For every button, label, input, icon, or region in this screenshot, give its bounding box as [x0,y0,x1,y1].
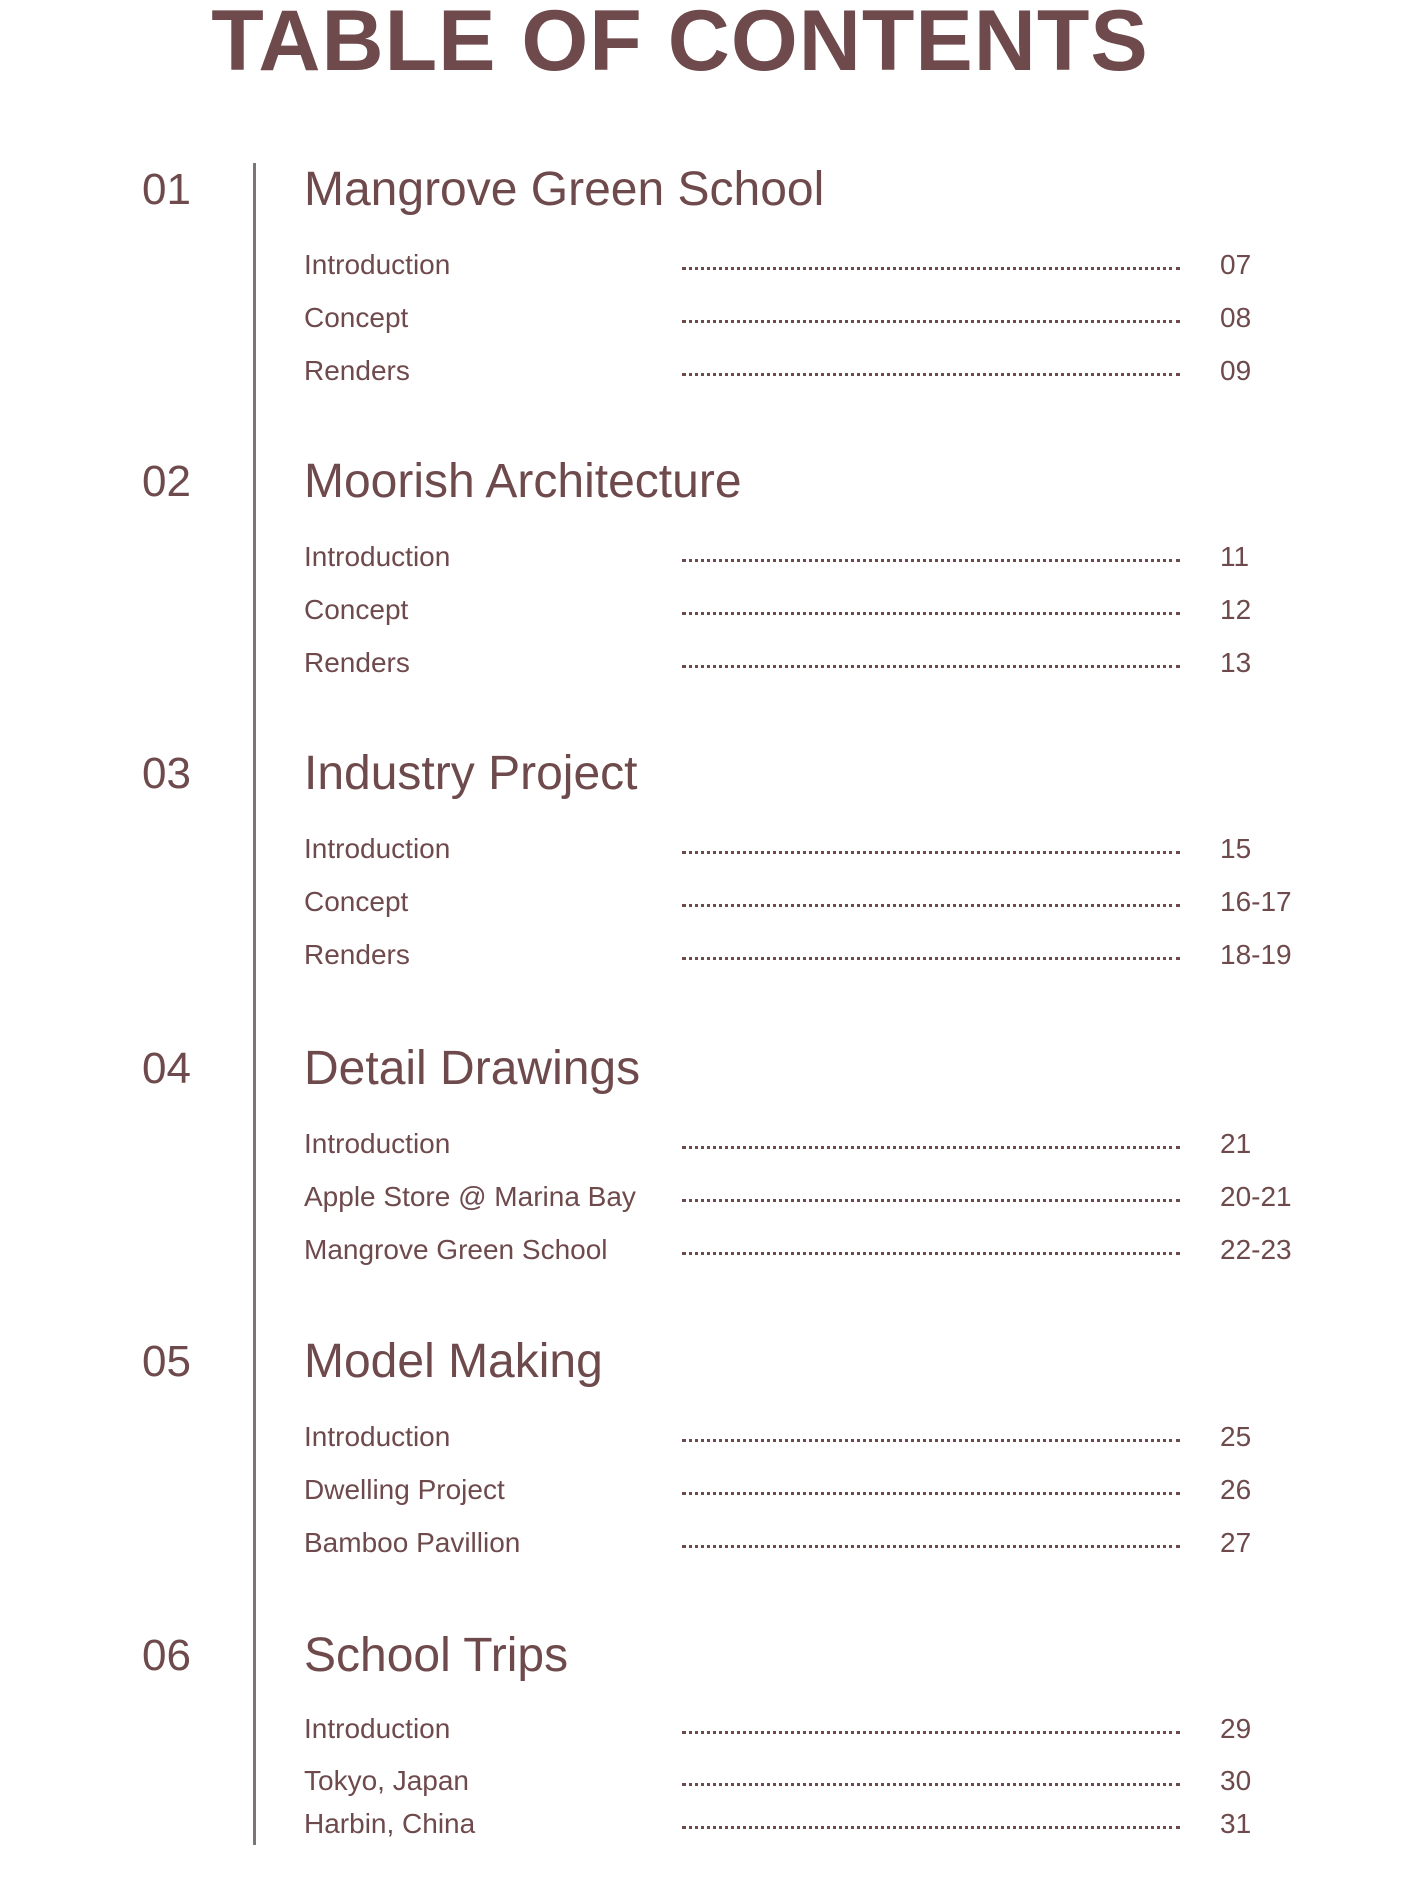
toc-entry[interactable] [304,829,1304,869]
dotted-leader [682,1252,1180,1255]
dotted-leader [682,665,1180,668]
toc-section [0,454,1414,714]
entry-page-number: 22-23 [1220,1234,1292,1265]
toc-entry[interactable] [304,1124,1304,1164]
toc-entry[interactable] [304,351,1304,391]
dotted-leader [682,904,1180,907]
entry-label: Tokyo, Japan [304,1765,469,1796]
entry-label: Renders [304,355,410,386]
toc-section [0,746,1414,1006]
entry-page-number: 11 [1220,541,1250,572]
toc-entry[interactable] [304,590,1304,630]
entry-page-number: 09 [1220,355,1252,386]
toc-entry[interactable] [304,1230,1304,1270]
dotted-leader [682,1146,1180,1149]
section-number: 05 [142,1337,191,1386]
dotted-leader [682,1492,1180,1495]
toc-section [0,1041,1414,1301]
toc-entry[interactable] [304,298,1304,338]
entry-page-number: 31 [1220,1808,1252,1839]
toc-entry[interactable] [304,1761,1304,1801]
page-title: TABLE OF CONTENTS [211,0,1149,89]
dotted-leader [682,373,1180,376]
dotted-leader [682,1199,1180,1202]
entry-label: Renders [304,647,410,678]
entry-label: Introduction [304,1421,451,1452]
dotted-leader [682,1783,1180,1786]
entry-label: Mangrove Green School [304,1234,608,1265]
section-number: 04 [142,1044,191,1093]
section-title[interactable]: Moorish Architecture [304,455,742,508]
entry-label: Dwelling Project [304,1474,505,1505]
toc-section [0,1628,1414,1888]
dotted-leader [682,957,1180,960]
toc-entry[interactable] [304,1804,1304,1844]
entry-page-number: 25 [1220,1421,1252,1452]
entry-page-number: 29 [1220,1713,1252,1744]
toc-entry[interactable] [304,935,1304,975]
dotted-leader [682,267,1180,270]
toc-section [0,162,1414,422]
entry-label: Introduction [304,1713,451,1744]
toc-entry[interactable] [304,643,1304,683]
toc-entry[interactable] [304,1177,1304,1217]
section-number: 03 [142,749,191,798]
entry-label: Introduction [304,541,451,572]
toc-entry[interactable] [304,1417,1304,1457]
dotted-leader [682,612,1180,615]
entry-page-number: 26 [1220,1474,1252,1505]
dotted-leader [682,1826,1180,1829]
entry-page-number: 08 [1220,302,1252,333]
dotted-leader [682,320,1180,323]
dotted-leader [682,1545,1180,1548]
entry-label: Apple Store @ Marina Bay [304,1181,636,1212]
dotted-leader [682,851,1180,854]
entry-label: Concept [304,302,409,333]
entry-label: Bamboo Pavillion [304,1527,521,1558]
section-number: 02 [142,457,191,506]
entry-label: Harbin, China [304,1808,476,1839]
toc-section [0,1334,1414,1594]
section-number: 06 [142,1631,191,1680]
section-title[interactable]: Mangrove Green School [304,163,825,216]
entry-page-number: 16-17 [1220,886,1292,917]
entry-page-number: 21 [1220,1128,1252,1159]
entry-label: Concept [304,886,409,917]
entry-page-number: 12 [1220,594,1252,625]
toc-entry[interactable] [304,1470,1304,1510]
toc-entry[interactable] [304,537,1304,577]
dotted-leader [682,559,1180,562]
entry-page-number: 27 [1220,1527,1252,1558]
section-title[interactable]: Model Making [304,1335,603,1388]
entry-page-number: 18-19 [1220,939,1292,970]
entry-page-number: 15 [1220,833,1252,864]
entry-label: Introduction [304,1128,451,1159]
entry-label: Renders [304,939,410,970]
entry-page-number: 30 [1220,1765,1252,1796]
entry-label: Introduction [304,249,451,280]
section-number: 01 [142,165,191,214]
section-title[interactable]: Detail Drawings [304,1042,641,1095]
section-title[interactable]: School Trips [304,1629,569,1682]
dotted-leader [682,1731,1180,1734]
entry-label: Concept [304,594,409,625]
section-title[interactable]: Industry Project [304,747,638,800]
toc-entry[interactable] [304,1709,1304,1749]
entry-page-number: 20-21 [1220,1181,1292,1212]
toc-entry[interactable] [304,245,1304,285]
entry-page-number: 13 [1220,647,1252,678]
toc-entry[interactable] [304,882,1304,922]
entry-label: Introduction [304,833,451,864]
dotted-leader [682,1439,1180,1442]
entry-page-number: 07 [1220,249,1252,280]
toc-entry[interactable] [304,1523,1304,1563]
